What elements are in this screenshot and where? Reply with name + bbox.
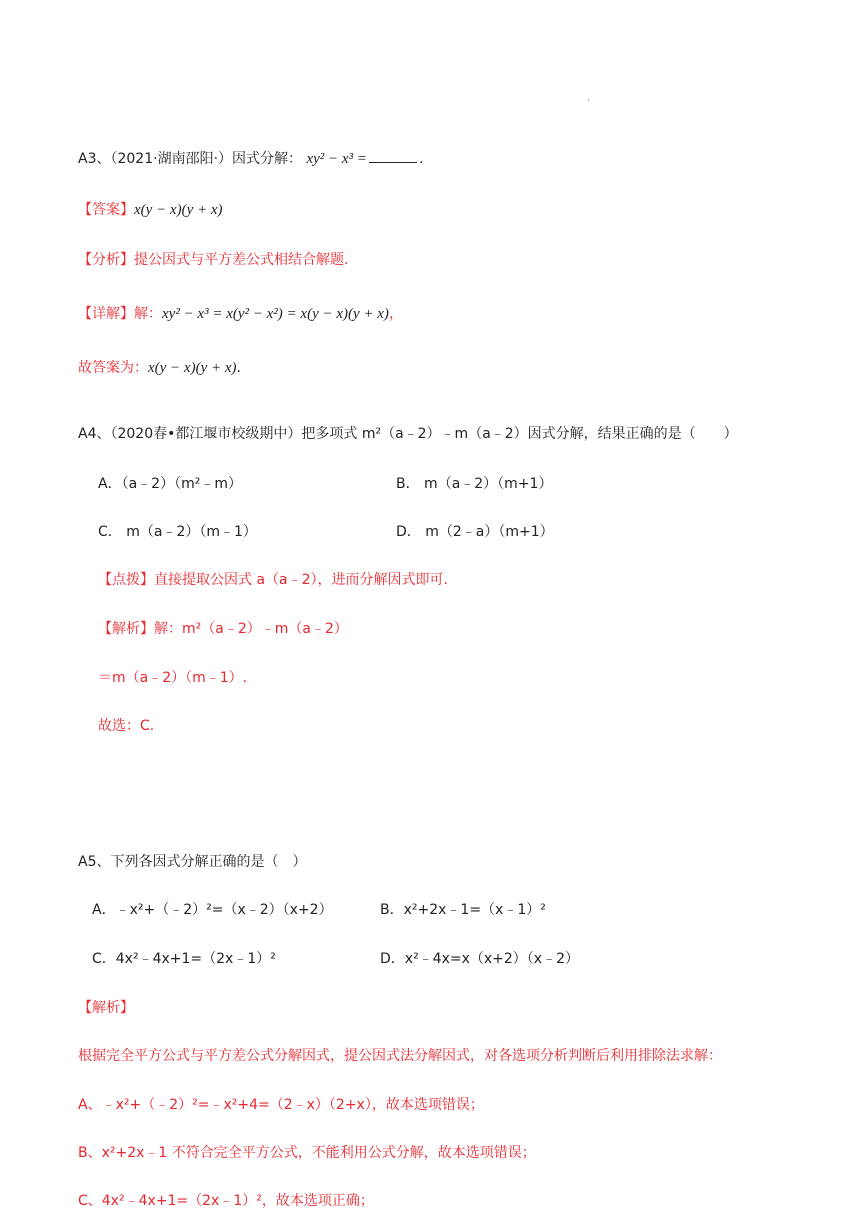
detail-text: 解： [134, 306, 162, 322]
a3-conclusion [78, 358, 241, 378]
header-dot: · [587, 96, 591, 107]
a5-analysis-text: 根据完全平方公式与平方差公式分解因式，提公因式法分解因式，对各选项分析判断后利用排除法求解： [78, 1048, 722, 1064]
a4-option-b: B． m（a﹣2）（m+1） [396, 476, 553, 492]
a3-question [78, 148, 423, 169]
a3-answer-math: x(y − x)(y + x) [134, 202, 223, 218]
a5-question: A5、下列各因式分解正确的是（ ） [78, 854, 307, 870]
a4-option-c: C． m（a﹣2）（m﹣1） [98, 524, 257, 540]
a5-item-c: C、4x²﹣4x+1=（2x﹣1）²，故本选项正确； [78, 1193, 374, 1209]
a5-option-d: D．x²﹣4x=x（x+2）（x﹣2） [380, 951, 580, 967]
a4-solution-line3: 故选：C. [98, 718, 155, 734]
answer-tag: 【答案】 [78, 202, 134, 218]
a5-option-a: A．﹣x²+（﹣2）²=（x﹣2）（x+2） [92, 902, 333, 918]
a4-solution-line1: 【解析】解：m²（a﹣2）﹣m（a﹣2） [98, 621, 348, 637]
a4-option-a: A．（a﹣2）（m²﹣m） [98, 476, 242, 492]
a4-option-d: D． m（2﹣a）（m+1） [396, 524, 554, 540]
a5-option-c: C．4x²﹣4x+1=（2x﹣1）² [92, 951, 276, 967]
a3-question-prefix: A3、（2021·湖南邵阳·）因式分解： [78, 151, 303, 167]
a3-question-math: xy² − x³ = [306, 151, 367, 167]
detail-end: ， [388, 306, 403, 322]
a5-option-b: B．x²+2x﹣1=（x﹣1）² [380, 902, 546, 918]
a3-conclusion-math: x(y − x)(y + x) [148, 360, 237, 376]
a5-item-b: B、x²+2x﹣1 不符合完全平方公式，不能利用公式分解，故本选项错误； [78, 1145, 536, 1161]
conclusion-end: . [236, 360, 241, 376]
a5-analysis-tag: 【解析】 [78, 1000, 134, 1016]
conclusion-text: 故答案为： [78, 360, 148, 376]
a4-question: A4、（2020春•都江堰市校级期中）把多项式 m²（a﹣2）﹣m（a﹣2）因式分解，结果正确的是（ ） [78, 426, 738, 442]
a3-question-end: . [418, 151, 424, 167]
a3-detail [78, 304, 403, 324]
a3-answer [78, 200, 223, 220]
analysis-tag: 【分析】 [78, 252, 134, 268]
detail-tag: 【详解】 [78, 306, 134, 322]
a3-analysis [78, 250, 348, 270]
a5-item-a: A、﹣x²+（﹣2）²=﹣x²+4=（2﹣x）（2+x），故本选项错误； [78, 1097, 484, 1113]
a3-detail-math: xy² − x³ = x(y² − x²) = x(y − x)(y + x) [162, 306, 389, 322]
a4-hint: 【点拨】直接提取公因式 a（a﹣2），进而分解因式即可. [98, 572, 448, 588]
answer-blank [369, 148, 417, 163]
a4-solution-line2: ＝m（a﹣2）（m﹣1）. [98, 670, 248, 686]
analysis-text: 提公因式与平方差公式相结合解题. [134, 252, 349, 268]
